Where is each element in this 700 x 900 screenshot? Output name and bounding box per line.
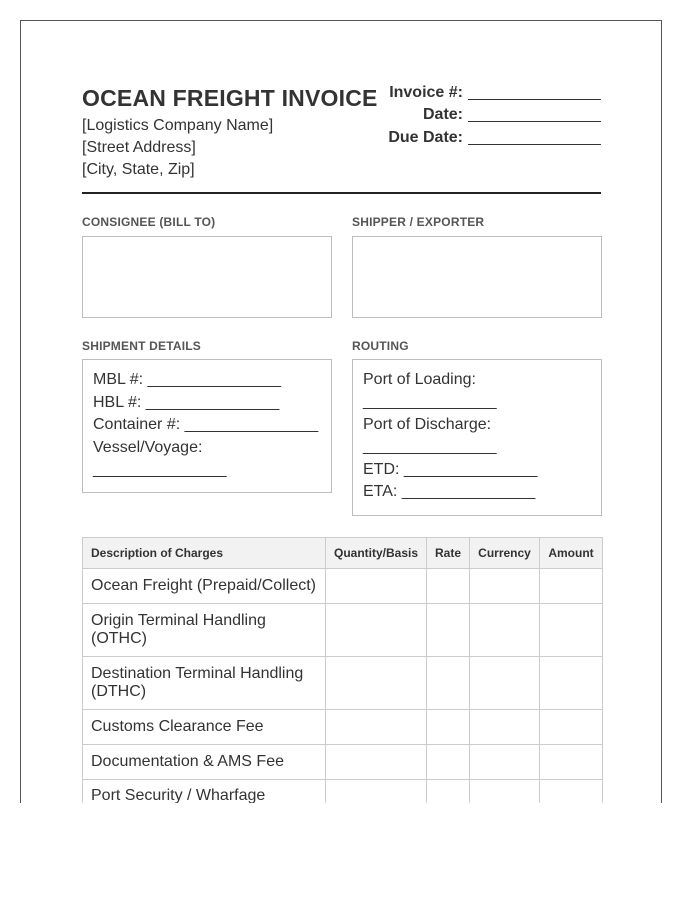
table-row — [83, 780, 603, 804]
column-header-currency: Currency — [470, 538, 540, 569]
eta-field[interactable]: ETA: _______________ — [363, 483, 536, 500]
hbl-field[interactable]: HBL #: _______________ — [93, 394, 280, 411]
container-field[interactable]: Container #: _______________ — [93, 416, 319, 433]
vessel-voyage-label: Vessel/Voyage: — [93, 439, 203, 456]
rate-cell[interactable] — [427, 657, 470, 710]
table-row — [83, 710, 603, 745]
rate-cell[interactable] — [427, 745, 470, 780]
mbl-field[interactable]: MBL #: _______________ — [93, 371, 282, 388]
amount-cell[interactable] — [540, 745, 603, 780]
date-row — [423, 104, 601, 124]
column-header-amount: Amount — [540, 538, 603, 569]
charge-description: Origin Terminal Handling (OTHC) — [83, 604, 326, 657]
vessel-voyage-field[interactable]: _______________ — [93, 461, 227, 478]
city-state-zip: [City, State, Zip] — [82, 161, 195, 178]
currency-cell[interactable] — [470, 745, 540, 780]
rate-cell[interactable] — [427, 780, 470, 804]
rate-cell[interactable] — [427, 604, 470, 657]
date-line[interactable] — [468, 121, 601, 122]
quantity-cell[interactable] — [326, 569, 427, 604]
column-header-quantity-basis: Quantity/Basis — [326, 538, 427, 569]
shipper-box[interactable] — [352, 236, 602, 318]
rate-cell[interactable] — [427, 569, 470, 604]
table-row — [83, 657, 603, 710]
invoice-number-label: Invoice #: — [389, 84, 463, 101]
table-row — [83, 569, 603, 604]
shipper-label: SHIPPER / EXPORTER — [352, 215, 485, 229]
consignee-label: CONSIGNEE (BILL TO) — [82, 215, 216, 229]
amount-cell[interactable] — [540, 657, 603, 710]
charges-header-row — [83, 538, 603, 569]
column-header-rate: Rate — [427, 538, 470, 569]
currency-cell[interactable] — [470, 657, 540, 710]
company-name: [Logistics Company Name] — [82, 117, 274, 134]
routing-box — [352, 359, 602, 516]
due-date-line[interactable] — [468, 144, 601, 145]
routing-label: ROUTING — [352, 339, 409, 353]
consignee-box[interactable] — [82, 236, 332, 318]
currency-cell[interactable] — [470, 780, 540, 804]
amount-cell[interactable] — [540, 569, 603, 604]
currency-cell[interactable] — [470, 710, 540, 745]
charge-description: Ocean Freight (Prepaid/Collect) — [83, 569, 326, 604]
column-header-description: Description of Charges — [83, 538, 326, 569]
amount-cell[interactable] — [540, 780, 603, 804]
quantity-cell[interactable] — [326, 604, 427, 657]
shipment-details-box — [82, 359, 332, 493]
quantity-cell[interactable] — [326, 745, 427, 780]
table-row — [83, 745, 603, 780]
charge-description: Port Security / Wharfage — [83, 780, 326, 804]
port-of-loading-field[interactable]: _______________ — [363, 393, 497, 410]
shipment-details-label: SHIPMENT DETAILS — [82, 339, 201, 353]
quantity-cell[interactable] — [326, 657, 427, 710]
port-of-discharge-label: Port of Discharge: — [363, 416, 492, 433]
port-of-discharge-field[interactable]: _______________ — [363, 438, 497, 455]
due-date-label: Due Date: — [388, 129, 463, 146]
date-label: Date: — [422, 106, 463, 123]
street-address: [Street Address] — [82, 139, 196, 156]
charges-table — [82, 537, 603, 803]
charge-description: Documentation & AMS Fee — [83, 745, 326, 780]
invoice-title: OCEAN FREIGHT INVOICE — [82, 85, 378, 111]
due-date-row — [388, 127, 601, 147]
amount-cell[interactable] — [540, 710, 603, 745]
invoice-number-row — [389, 82, 601, 102]
table-row — [83, 604, 603, 657]
invoice-page — [20, 20, 662, 803]
charge-description: Customs Clearance Fee — [83, 710, 326, 745]
amount-cell[interactable] — [540, 604, 603, 657]
quantity-cell[interactable] — [326, 780, 427, 804]
currency-cell[interactable] — [470, 569, 540, 604]
header-divider — [82, 192, 601, 194]
currency-cell[interactable] — [470, 604, 540, 657]
invoice-number-line[interactable] — [468, 99, 601, 100]
etd-field[interactable]: ETD: _______________ — [363, 461, 538, 478]
charge-description: Destination Terminal Handling (DTHC) — [83, 657, 326, 710]
quantity-cell[interactable] — [326, 710, 427, 745]
port-of-loading-label: Port of Loading: — [363, 371, 476, 388]
rate-cell[interactable] — [427, 710, 470, 745]
